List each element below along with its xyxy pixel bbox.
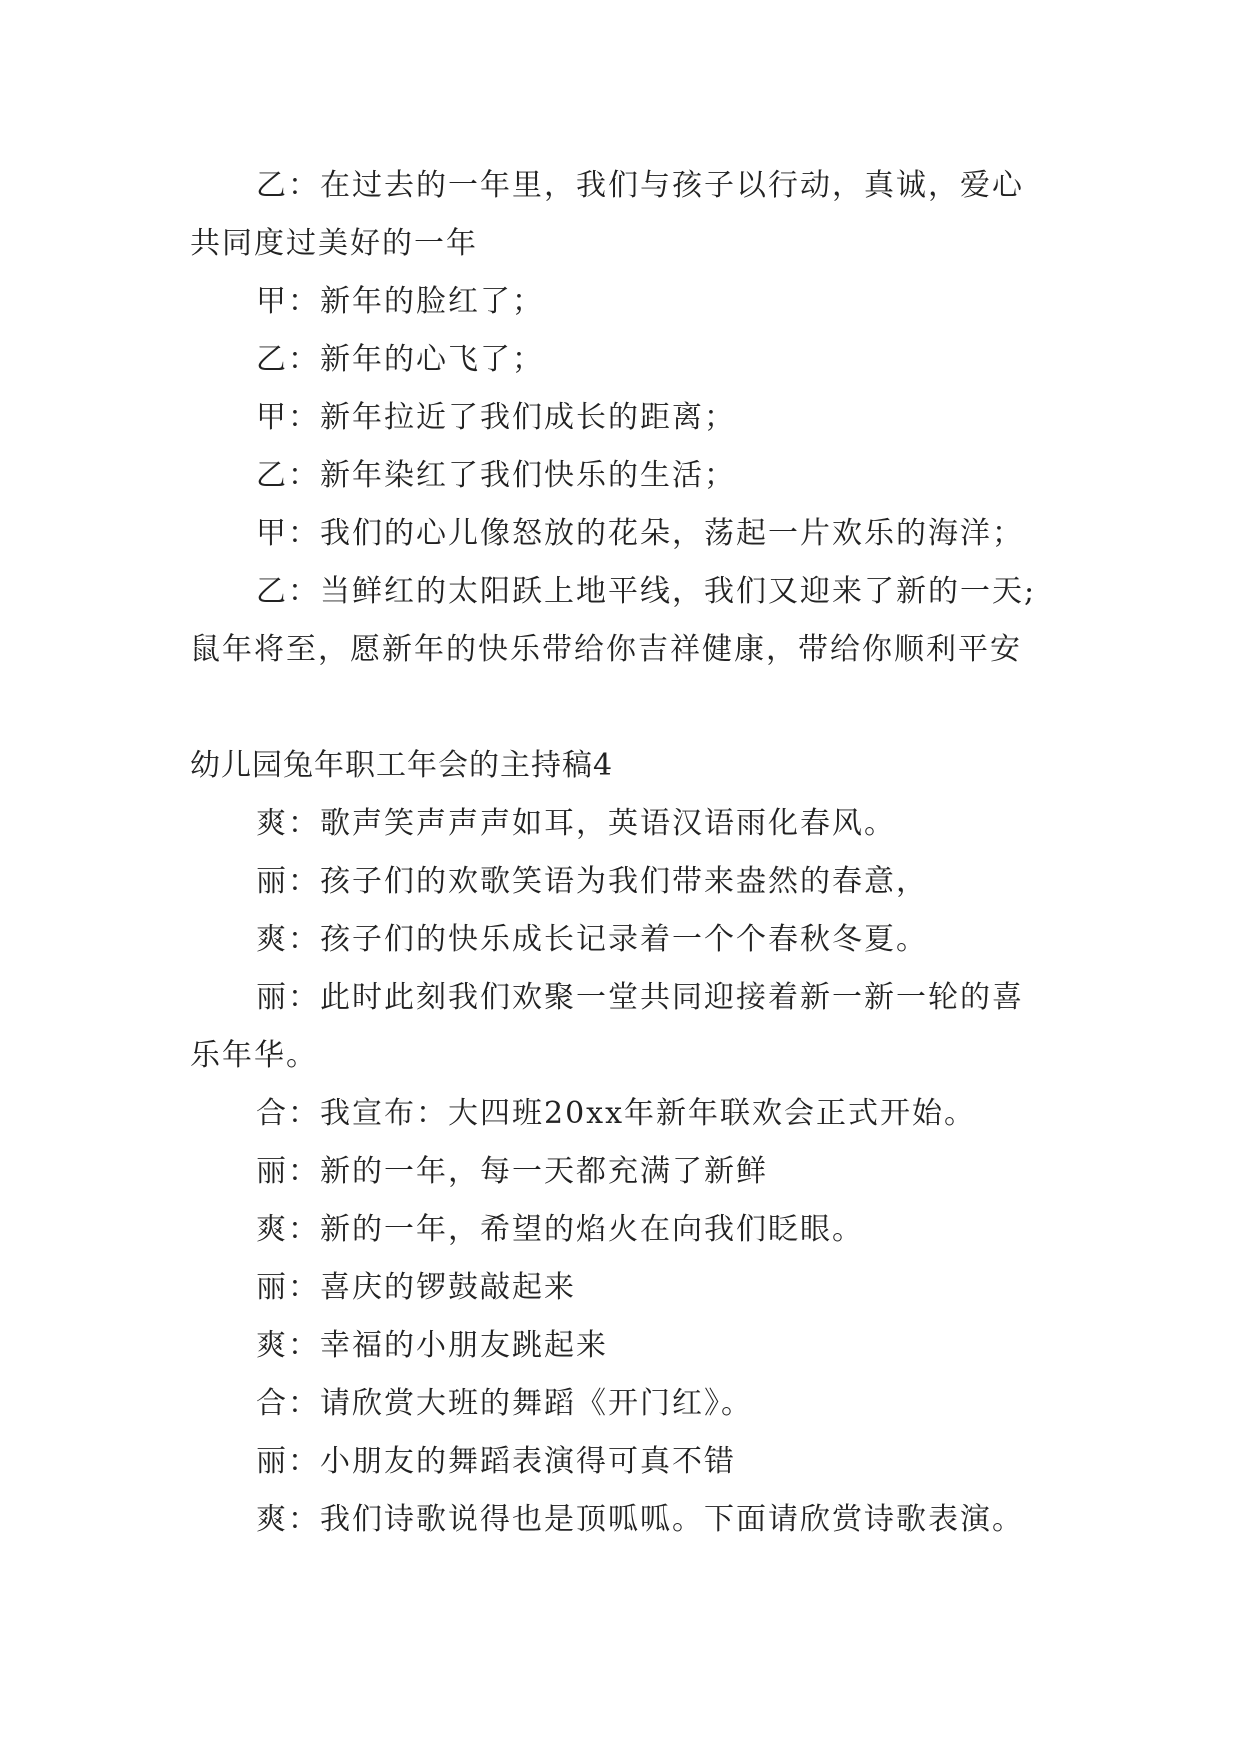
dialogue-line: 爽：孩子们的快乐成长记录着一个个春秋冬夏。 (256, 922, 928, 957)
dialogue-line: 爽：我们诗歌说得也是顶呱呱。下面请欣赏诗歌表演。 (256, 1502, 1024, 1537)
dialogue-line: 合：请欣赏大班的舞蹈《开门红》。 (256, 1386, 753, 1421)
dialogue-line: 乙：新年染红了我们快乐的生活； (256, 458, 736, 493)
dialogue-line: 甲：新年的脸红了； (256, 284, 544, 319)
dialogue-line-continuation: 共同度过美好的一年 (190, 226, 478, 261)
dialogue-line: 丽：此时此刻我们欢聚一堂共同迎接着新一新一轮的喜 (256, 980, 1024, 1015)
dialogue-line: 合：我宣布：大四班20xx年新年联欢会正式开始。 (256, 1096, 977, 1131)
dialogue-line: 乙：当鲜红的太阳跃上地平线，我们又迎来了新的一天; (256, 574, 1037, 609)
dialogue-line: 丽：喜庆的锣鼓敲起来 (256, 1270, 576, 1305)
dialogue-line: 爽：幸福的小朋友跳起来 (256, 1328, 608, 1363)
dialogue-line: 爽：新的一年，希望的焰火在向我们眨眼。 (256, 1212, 864, 1247)
section-heading: 幼儿园兔年职工年会的主持稿4 (190, 748, 614, 783)
dialogue-line: 丽：孩子们的欢歌笑语为我们带来盎然的春意， (256, 864, 928, 899)
dialogue-line: 乙：新年的心飞了； (256, 342, 544, 377)
dialogue-line-continuation: 鼠年将至，愿新年的快乐带给你吉祥健康，带给你顺利平安 (190, 632, 1022, 667)
dialogue-line: 乙：在过去的一年里，我们与孩子以行动，真诚，爱心 (256, 168, 1024, 203)
dialogue-line: 爽：歌声笑声声声如耳，英语汉语雨化春风。 (256, 806, 896, 841)
dialogue-line: 甲：新年拉近了我们成长的距离； (256, 400, 736, 435)
dialogue-line: 甲：我们的心儿像怒放的花朵，荡起一片欢乐的海洋； (256, 516, 1024, 551)
dialogue-line: 丽：新的一年，每一天都充满了新鲜 (256, 1154, 768, 1189)
dialogue-line-continuation: 乐年华。 (190, 1038, 318, 1073)
dialogue-line: 丽：小朋友的舞蹈表演得可真不错 (256, 1444, 736, 1479)
